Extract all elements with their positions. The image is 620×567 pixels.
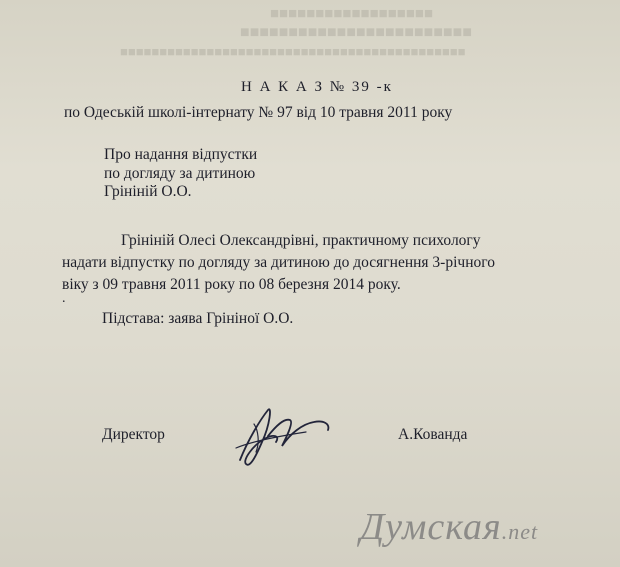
document-subtitle: по Одеській школі-інтернату № 97 від 10 травня 2011 року — [64, 104, 453, 121]
body-line-3: віку з 09 травня 2011 року по 08 березня 2014 року. — [62, 276, 401, 293]
body-line-1: Грініній Олесі Олександрівні, практичному психологу — [121, 232, 481, 249]
bleed-through-text: ■■■■■■■■■■■■■■■■■■ — [270, 6, 434, 22]
basis-line: Підстава: заява Грініної О.О. — [102, 310, 294, 327]
regarding-line-1: Про надання відпустки — [104, 146, 258, 163]
signature-role: Директор — [102, 426, 165, 443]
watermark-text: Думская — [360, 506, 502, 548]
signature-name: А.Кованда — [398, 426, 468, 443]
regarding-line-3: Грініній О.О. — [104, 183, 192, 200]
watermark-suffix: .net — [501, 519, 539, 544]
body-line-2: надати відпустку по догляду за дитиною до досягнення 3-річного — [62, 254, 495, 271]
regarding-line-2: по догляду за дитиною — [104, 165, 256, 182]
bleed-through-text: ■■■■■■■■■■■■■■■■■■■■■■■■ — [240, 24, 472, 41]
site-watermark — [360, 505, 538, 549]
stray-dot: . — [62, 291, 66, 306]
bleed-through-text: ■■■■■■■■■■■■■■■■■■■■■■■■■■■■■■■■■■■■■■■■■■■■ — [120, 44, 466, 59]
document-title: Н А К А З № 39 -к — [241, 79, 393, 95]
